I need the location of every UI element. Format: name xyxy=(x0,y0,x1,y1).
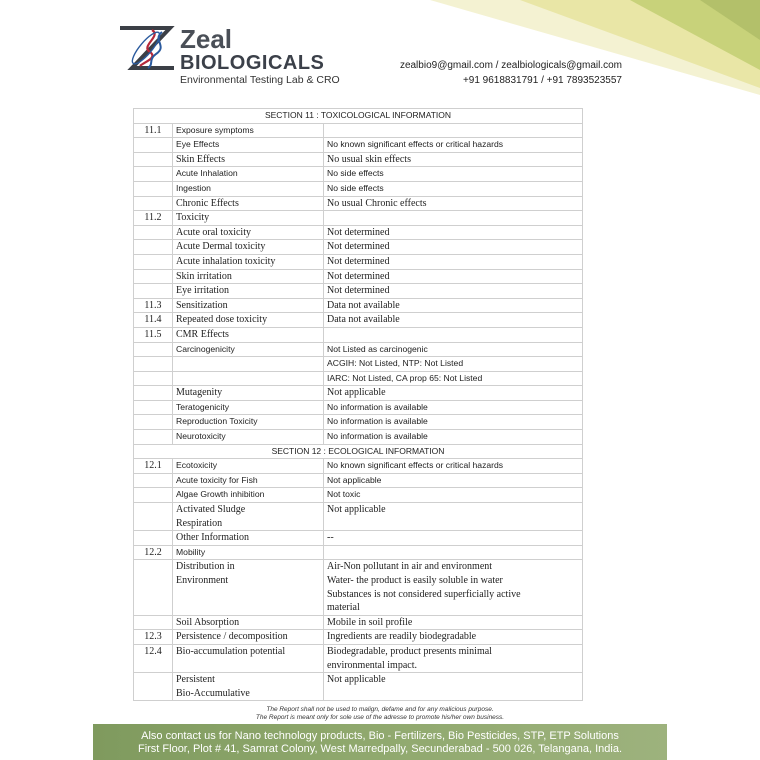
row-value: No usual skin effects xyxy=(324,152,583,167)
row-number: 12.2 xyxy=(134,545,173,560)
row-label: Mutagenity xyxy=(173,386,324,401)
row-value xyxy=(324,123,583,138)
table-row xyxy=(134,560,583,615)
row-number xyxy=(134,342,173,357)
contact-phone: +91 9618831791 / +91 7893523557 xyxy=(462,75,622,86)
row-number: 12.1 xyxy=(134,459,173,474)
table-row xyxy=(134,488,583,503)
row-value: Not applicable xyxy=(324,473,583,488)
row-value: Not determined xyxy=(324,269,583,284)
row-label xyxy=(173,357,324,372)
disclaimer-line: The Report shall not be used to malign, defame and for any malicious purpose. xyxy=(266,706,494,713)
row-label: Distribution in Environment xyxy=(173,560,324,615)
row-number xyxy=(134,357,173,372)
row-value: IARC: Not Listed, CA prop 65: Not Listed xyxy=(324,371,583,386)
row-label: Algae Growth inhibition xyxy=(173,488,324,503)
row-label: Exposure symptoms xyxy=(173,123,324,138)
row-value: Air-Non pollutant in air and environment Water- the product is easily soluble in water Substances is not considered superficially active material xyxy=(324,560,583,615)
table-row xyxy=(134,400,583,415)
row-number: 12.4 xyxy=(134,644,173,672)
brand-name-secondary: BIOLOGICALS xyxy=(180,52,325,74)
table-row xyxy=(134,357,583,372)
row-label: Repeated dose toxicity xyxy=(173,313,324,328)
row-value: No information is available xyxy=(324,400,583,415)
row-number: 11.5 xyxy=(134,327,173,342)
row-number xyxy=(134,473,173,488)
table-row xyxy=(134,386,583,401)
section-title: SECTION 12 : ECOLOGICAL INFORMATION xyxy=(134,444,583,459)
row-label: Ingestion xyxy=(173,181,324,196)
row-label: Soil Absorption xyxy=(173,615,324,630)
row-number xyxy=(134,269,173,284)
row-label: CMR Effects xyxy=(173,327,324,342)
row-value: No information is available xyxy=(324,415,583,430)
disclaimer-line: The Report is meant only for sole use of the adresse to promote his/her own business. xyxy=(255,714,505,721)
row-label: Toxicity xyxy=(173,211,324,226)
table-row xyxy=(134,615,583,630)
table-row xyxy=(134,503,583,531)
row-label: Chronic Effects xyxy=(173,196,324,211)
row-value: Biodegradable, product presents minimal environmental impact. xyxy=(324,644,583,672)
row-number xyxy=(134,152,173,167)
row-label: Eye irritation xyxy=(173,284,324,299)
row-value: -- xyxy=(324,531,583,546)
table-row xyxy=(134,459,583,474)
row-value: Not toxic xyxy=(324,488,583,503)
table-row xyxy=(134,123,583,138)
table-row xyxy=(134,269,583,284)
table-row xyxy=(134,284,583,299)
table-row xyxy=(134,644,583,672)
row-value: No usual Chronic effects xyxy=(324,196,583,211)
row-number xyxy=(134,400,173,415)
row-value xyxy=(324,211,583,226)
section-header-row xyxy=(134,444,583,459)
table-row xyxy=(134,313,583,328)
contact-block xyxy=(400,58,622,88)
row-label: Carcinogenicity xyxy=(173,342,324,357)
table-row xyxy=(134,240,583,255)
brand-name: Zeal xyxy=(180,24,233,54)
row-number xyxy=(134,371,173,386)
table-row xyxy=(134,473,583,488)
row-number xyxy=(134,254,173,269)
row-number xyxy=(134,225,173,240)
row-number: 11.3 xyxy=(134,298,173,313)
table-row xyxy=(134,430,583,445)
row-number: 11.4 xyxy=(134,313,173,328)
row-label: Ecotoxicity xyxy=(173,459,324,474)
row-label: Skin irritation xyxy=(173,269,324,284)
row-value: Not Listed as carcinogenic xyxy=(324,342,583,357)
row-number xyxy=(134,138,173,153)
row-value: No information is available xyxy=(324,430,583,445)
row-value: Not determined xyxy=(324,254,583,269)
row-label: Neurotoxicity xyxy=(173,430,324,445)
row-label: Acute inhalation toxicity xyxy=(173,254,324,269)
row-label: Persistence / decomposition xyxy=(173,630,324,645)
row-number: 12.3 xyxy=(134,630,173,645)
section-title: SECTION 11 : TOXICOLOGICAL INFORMATION xyxy=(134,109,583,124)
row-value: No side effects xyxy=(324,181,583,196)
row-number xyxy=(134,488,173,503)
table-row xyxy=(134,196,583,211)
row-label: Bio-accumulation potential xyxy=(173,644,324,672)
row-number xyxy=(134,181,173,196)
row-label: Activated Sludge Respiration xyxy=(173,503,324,531)
logo-icon xyxy=(118,22,176,76)
row-value xyxy=(324,327,583,342)
row-value: Not determined xyxy=(324,225,583,240)
row-number xyxy=(134,240,173,255)
row-value xyxy=(324,545,583,560)
table-row xyxy=(134,531,583,546)
row-value: Ingredients are readily biodegradable xyxy=(324,630,583,645)
brand-block xyxy=(180,26,340,87)
row-label: Mobility xyxy=(173,545,324,560)
table-row xyxy=(134,225,583,240)
row-value: Data not available xyxy=(324,298,583,313)
row-number xyxy=(134,415,173,430)
row-label: Sensitization xyxy=(173,298,324,313)
row-number xyxy=(134,167,173,182)
table-row xyxy=(134,415,583,430)
table-row xyxy=(134,298,583,313)
row-value: Not determined xyxy=(324,284,583,299)
row-label: Teratogenicity xyxy=(173,400,324,415)
row-label: Acute oral toxicity xyxy=(173,225,324,240)
row-label: Acute Inhalation xyxy=(173,167,324,182)
footer-address: First Floor, Plot # 41, Samrat Colony, West Marredpally, Secunderabad - 500 026, Telangana, India. xyxy=(137,743,623,755)
table-row xyxy=(134,545,583,560)
contact-email: zealbio9@gmail.com / zealbiologicals@gmail.com xyxy=(399,60,622,71)
table-row xyxy=(134,167,583,182)
row-label: Skin Effects xyxy=(173,152,324,167)
sds-table xyxy=(133,108,583,701)
row-number xyxy=(134,430,173,445)
row-value: No side effects xyxy=(324,167,583,182)
table-row xyxy=(134,342,583,357)
row-label: Other Information xyxy=(173,531,324,546)
section-header-row xyxy=(134,109,583,124)
row-label xyxy=(173,371,324,386)
row-label: Eye Effects xyxy=(173,138,324,153)
row-number: 11.2 xyxy=(134,211,173,226)
table-row xyxy=(134,630,583,645)
row-label: Reproduction Toxicity xyxy=(173,415,324,430)
row-number xyxy=(134,560,173,615)
row-label: Acute toxicity for Fish xyxy=(173,473,324,488)
footer-services: Also contact us for Nano technology products, Bio - Fertilizers, Bio Pesticides, STP, ETP Solutions xyxy=(141,730,619,742)
row-value: No known significant effects or critical hazards xyxy=(324,459,583,474)
table-row xyxy=(134,211,583,226)
row-value: Not applicable xyxy=(324,503,583,531)
brand-tagline: Environmental Testing Lab & CRO xyxy=(180,74,340,86)
table-row xyxy=(134,181,583,196)
row-value: No known significant effects or critical hazards xyxy=(324,138,583,153)
row-number xyxy=(134,531,173,546)
row-number xyxy=(134,673,173,701)
table-row xyxy=(134,673,583,701)
row-number xyxy=(134,196,173,211)
row-label: Acute Dermal toxicity xyxy=(173,240,324,255)
table-row xyxy=(134,371,583,386)
row-value: Not applicable xyxy=(324,673,583,701)
table-row xyxy=(134,138,583,153)
footer-banner xyxy=(93,724,667,760)
row-number xyxy=(134,503,173,531)
table-row xyxy=(134,327,583,342)
row-number xyxy=(134,615,173,630)
table-row xyxy=(134,254,583,269)
row-value: ACGIH: Not Listed, NTP: Not Listed xyxy=(324,357,583,372)
row-label: Persistent Bio-Accumulative xyxy=(173,673,324,701)
table-row xyxy=(134,152,583,167)
row-number xyxy=(134,386,173,401)
row-value: Mobile in soil profile xyxy=(324,615,583,630)
disclaimer xyxy=(0,706,760,722)
row-number xyxy=(134,284,173,299)
row-number: 11.1 xyxy=(134,123,173,138)
row-value: Not determined xyxy=(324,240,583,255)
row-value: Data not available xyxy=(324,313,583,328)
row-value: Not applicable xyxy=(324,386,583,401)
